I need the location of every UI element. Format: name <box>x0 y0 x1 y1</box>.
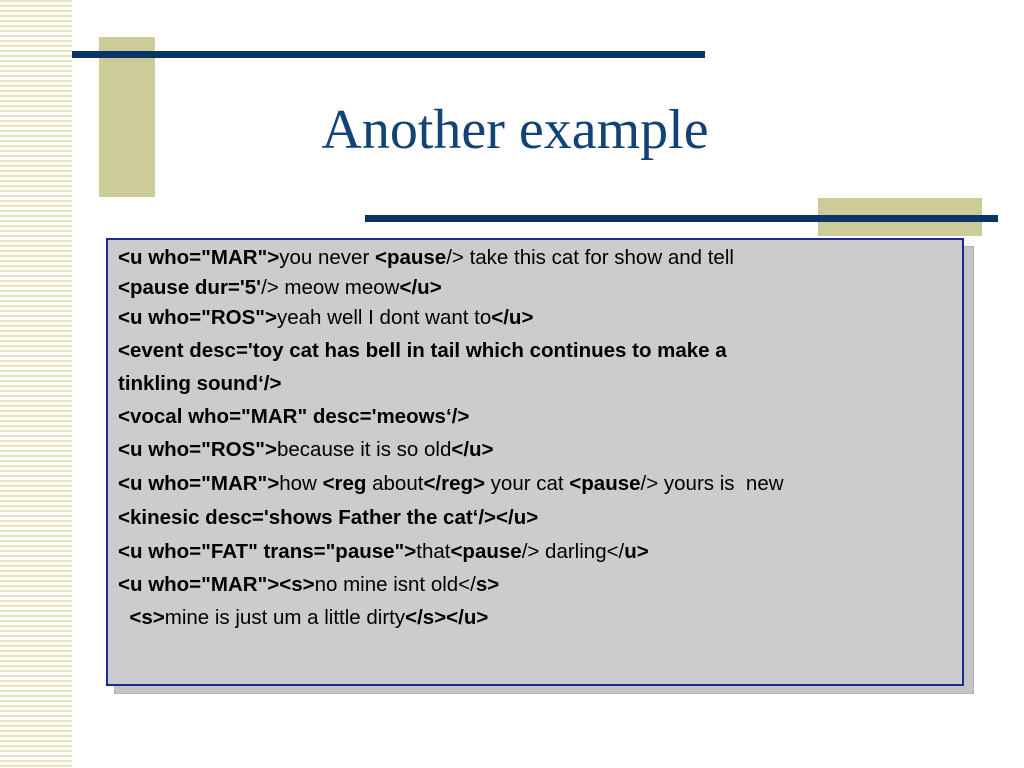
transcript-line <box>118 606 488 630</box>
utterance-text: you never <box>279 246 375 269</box>
transcript-line <box>118 438 494 462</box>
markup-tag: s> <box>475 573 500 596</box>
transcript-line <box>118 276 442 300</box>
utterance-text: /> darling</ <box>521 540 625 563</box>
markup-tag: <vocal who="MAR" desc='meows‘/> <box>118 405 470 428</box>
markup-tag: <u who="MAR"> <box>118 472 280 495</box>
markup-tag: <pause dur='5' <box>118 276 262 299</box>
utterance-text: because it is so old <box>277 438 452 461</box>
markup-tag: </s></u> <box>405 606 489 629</box>
transcript-line <box>118 573 499 597</box>
markup-tag: <kinesic desc='shows Father the cat‘/></u> <box>118 506 539 529</box>
transcript-line <box>118 246 734 270</box>
utterance-text: /> yours is new <box>640 472 784 495</box>
utterance-text: yeah well I dont want to <box>277 306 492 329</box>
decorative-stripes <box>0 0 72 768</box>
markup-tag: u> <box>624 540 649 563</box>
transcript-line <box>118 540 649 564</box>
markup-tag: tinkling sound‘/> <box>118 372 282 395</box>
bottom-rule <box>365 215 998 222</box>
transcript-line <box>118 405 469 429</box>
transcript-line <box>118 372 281 396</box>
markup-tag: </u> <box>399 276 442 299</box>
markup-tag: </reg> <box>423 472 485 495</box>
transcript-line <box>118 339 727 363</box>
tan-block-top <box>99 37 155 197</box>
transcript-line <box>118 506 538 530</box>
markup-tag: </u> <box>491 306 534 329</box>
markup-tag: <u who="MAR"><s> <box>118 573 315 596</box>
utterance-text: mine is just um a little dirty <box>164 606 406 629</box>
transcript-line <box>118 472 784 496</box>
markup-tag: <u who="FAT" trans="pause"> <box>118 540 417 563</box>
markup-tag: <u who="MAR"> <box>118 246 280 269</box>
utterance-text: /> meow meow <box>261 276 400 299</box>
markup-tag: <pause <box>374 246 447 269</box>
slide-title: Another example <box>321 99 709 161</box>
utterance-text: how <box>279 472 323 495</box>
top-rule <box>72 51 705 58</box>
markup-tag: <u who="ROS"> <box>118 438 277 461</box>
utterance-text: about <box>366 472 424 495</box>
markup-tag: <u who="ROS"> <box>118 306 277 329</box>
utterance-text: your cat <box>484 472 570 495</box>
markup-tag: <event desc='toy cat has bell in tail which continues to make a <box>118 339 727 362</box>
markup-tag: <s> <box>118 606 165 629</box>
utterance-text: that <box>416 540 451 563</box>
markup-tag: <reg <box>322 472 367 495</box>
markup-tag: <pause <box>450 540 522 563</box>
transcript-line <box>118 306 533 330</box>
markup-tag: </u> <box>451 438 494 461</box>
utterance-text: no mine isnt old</ <box>314 573 476 596</box>
utterance-text: /> take this cat for show and tell <box>446 246 734 269</box>
markup-tag: <pause <box>569 472 641 495</box>
